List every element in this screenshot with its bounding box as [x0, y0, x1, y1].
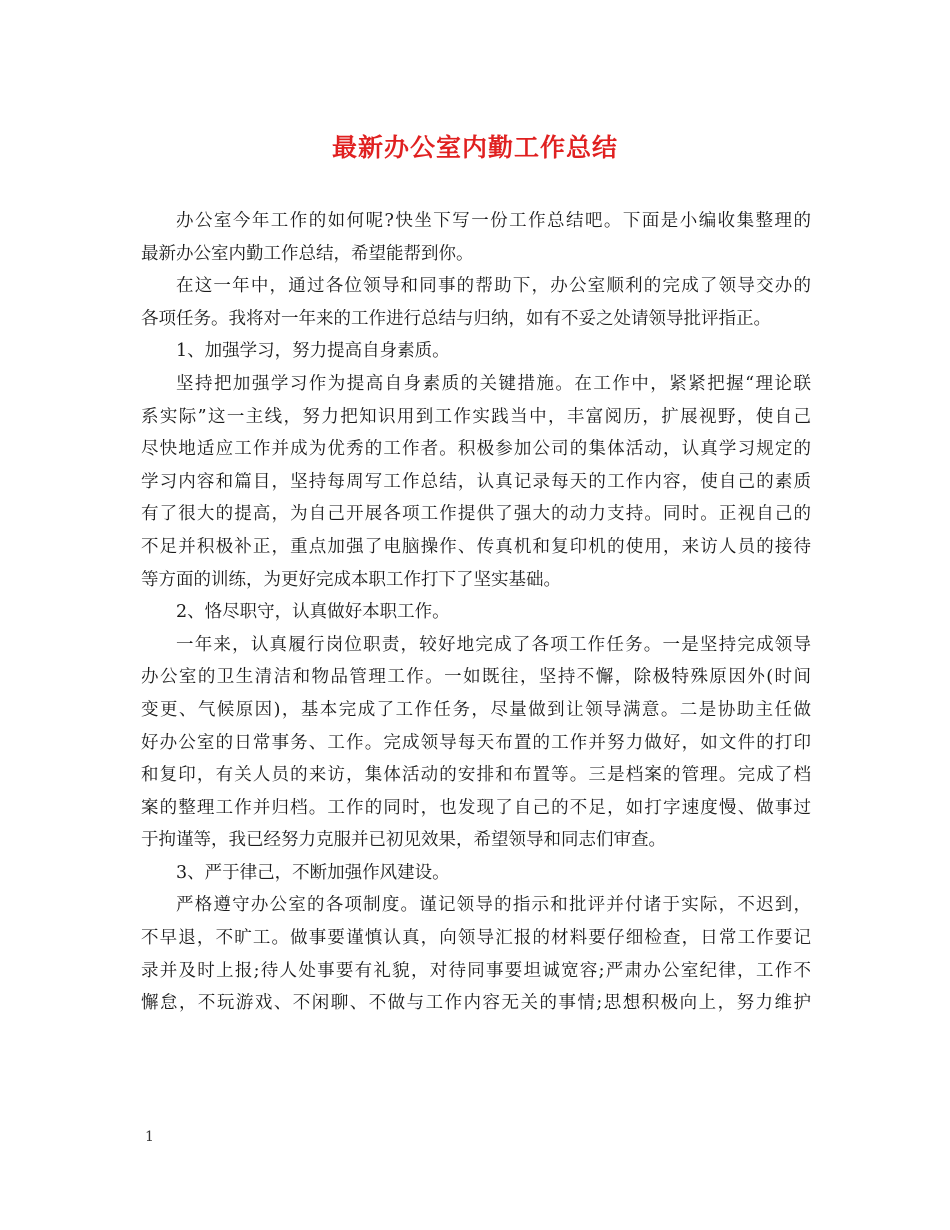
- text-line: 有了很大的提高，为自己开展各项工作提供了强大的动力支持。同时。正视自己的: [141, 504, 811, 525]
- text-line: 等方面的训练，为更好完成本职工作打下了坚实基础。: [141, 569, 561, 590]
- text-line: 最新办公室内勤工作总结，希望能帮到你。: [141, 243, 474, 264]
- text-line: 录并及时上报;待人处事要有礼貌，对待同事要坦诚宽容;严肃办公室纪律，工作不: [141, 960, 811, 981]
- text-line: 1、加强学习，努力提高自身素质。: [176, 341, 450, 362]
- document-title: 最新办公室内勤工作总结: [331, 133, 618, 162]
- text-line: 懈怠，不玩游戏、不闲聊、不做与工作内容无关的事情;思想积极向上，努力维护: [141, 993, 811, 1014]
- text-line: 尽快地适应工作并成为优秀的工作者。积极参加公司的集体活动，认真学习规定的: [141, 439, 811, 460]
- text-line: 好办公室的日常事务、工作。完成领导每天布置的工作并努力做好，如文件的打印: [141, 732, 811, 753]
- text-line: 于拘谨等，我已经努力克服并已初见效果，希望领导和同志们审查。: [141, 830, 666, 851]
- text-line: 坚持把加强学习作为提高自身素质的关键措施。在工作中，紧紧把握“理论联: [176, 373, 811, 394]
- text-line: 各项任务。我将对一年来的工作进行总结与归纳，如有不妥之处请领导批评指正。: [141, 308, 771, 329]
- text-line: 严格遵守办公室的各项制度。谨记领导的指示和批评并付诸于实际，不迟到，: [176, 895, 811, 916]
- text-line: 办公室今年工作的如何呢?快坐下写一份工作总结吧。下面是小编收集整理的: [176, 211, 811, 231]
- text-line: 不早退，不旷工。做事要谨慎认真，向领导汇报的材料要仔细检查，日常工作要记: [141, 928, 811, 949]
- text-line: 系实际”这一主线，努力把知识用到工作实践当中，丰富阅历，扩展视野，使自己: [141, 406, 811, 427]
- text-line: 在这一年中，通过各位领导和同事的帮助下，办公室顺利的完成了领导交办的: [176, 276, 811, 297]
- text-line: 2、恪尽职守，认真做好本职工作。: [176, 602, 450, 623]
- document-body: [141, 205, 811, 1020]
- text-line: 办公室的卫生清洁和物品管理工作。一如既往，坚持不懈，除极特殊原因外(时间: [141, 667, 811, 688]
- text-line: 3、严于律己，不断加强作风建设。: [176, 862, 450, 883]
- text-line: 一年来，认真履行岗位职责，较好地完成了各项工作任务。一是坚持完成领导: [176, 634, 811, 655]
- text-line: 变更、气候原因)，基本完成了工作任务，尽量做到让领导满意。二是协助主任做: [141, 699, 811, 720]
- text-line: 学习内容和篇目，坚持每周写工作总结，认真记录每天的工作内容，使自己的素质: [141, 471, 811, 492]
- page-number: 1: [145, 1129, 154, 1145]
- text-line: 和复印，有关人员的来访，集体活动的安排和布置等。三是档案的管理。完成了档: [141, 765, 811, 786]
- text-line: 不足并积极补正，重点加强了电脑操作、传真机和复印机的使用，来访人员的接待: [141, 536, 811, 557]
- text-line: 案的整理工作并归档。工作的同时，也发现了自己的不足，如打字速度慢、做事过: [141, 797, 811, 818]
